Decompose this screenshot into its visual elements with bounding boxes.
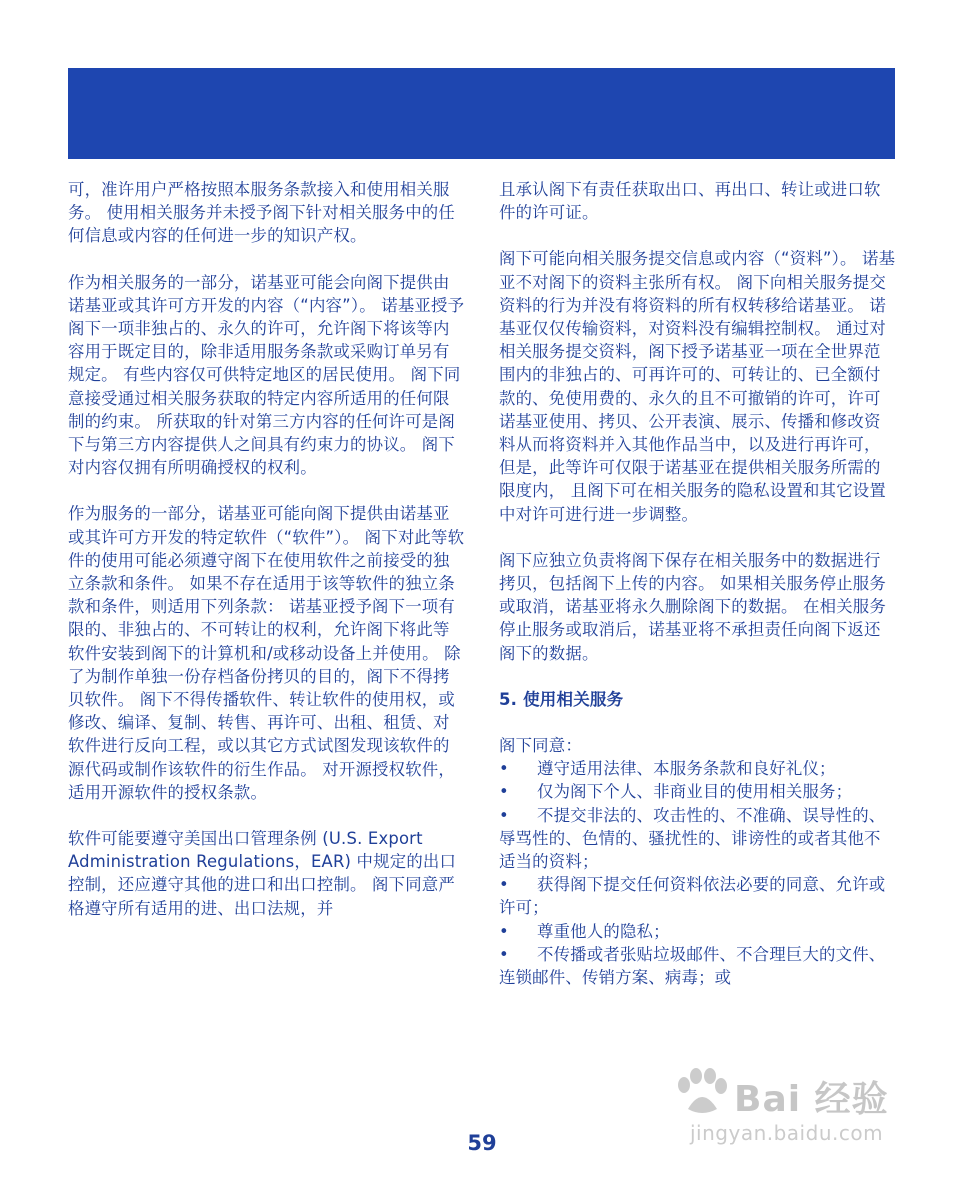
bullet-icon: • <box>499 875 509 895</box>
list-item-text: 遵守适用法律、本服务条款和良好礼仪； <box>537 759 836 779</box>
list-item <box>499 804 897 874</box>
bullet-icon: • <box>499 759 509 779</box>
list-item-text: 仅为阁下个人、非商业目的使用相关服务； <box>537 782 853 802</box>
bullet-icon: • <box>499 921 509 941</box>
paragraph: 且承认阁下有责任获取出口、再出口、转让或进口软件的许可证。 <box>499 180 881 223</box>
list-item-text: 尊重他人的隐私； <box>537 921 670 941</box>
paragraph: 可，准许用户严格按照本服务条款接入和使用相关服务。 使用相关服务并未授予阁下针对相关服务中的任何信息或内容的任何进一步的知识产权。 <box>68 180 455 246</box>
bullet-icon: • <box>499 944 509 964</box>
paragraph: 作为相关服务的一部分，诺基亚可能会向阁下提供由诺基亚或其许可方开发的内容（“内容”）。 诺基亚授予阁下一项非独占的、永久的许可，允许阁下将该等内容用于既定目的，除非适用服务条款或采购订单另有规定。 有些内容仅可供特定地区的居民使用。 阁下同意接受通过相关服务获取的特定内容所适用的任何限制的约束。 所获取的针对第三方内容的任何许可是阁下与第三方内容提供人之间具有约束力的协议。 阁下对内容仅拥有所明确授权的权利。 <box>68 272 465 478</box>
list-item-text: 不传播或者张贴垃圾邮件、不合理巨大的文件、连锁邮件、传销方案、病毒；或 <box>499 944 886 988</box>
paragraph: 阁下可能向相关服务提交信息或内容（“资料”）。 诺基亚不对阁下的资料主张所有权。 阁下向相关服务提交资料的行为并没有将资料的所有权转移给诺基亚。 诺基亚仅仅传输资料，对资料没有编辑控制权。 通过对相关服务提交资料，阁下授予诺基亚一项在全世界范围内的非独占的、可再许可的、可转让的、已全额付款的、免使用费的、永久的且不可撤销的许可，许可诺基亚使用、拷贝、公开表演、展示、传播和修改资料从而将资料并入其他作品当中，以及进行再许可，但是，此等许可仅限于诺基亚在提供相关服务所需的限度内， 且阁下可在相关服务的隐私设置和其它设置中对许可进行进一步调整。 <box>499 249 896 524</box>
watermark-url: jingyan.baidu.com <box>690 1121 884 1145</box>
section-heading: 5. 使用相关服务 <box>499 689 624 709</box>
header-banner <box>68 68 895 159</box>
list-intro: 阁下同意： <box>499 736 582 756</box>
paragraph: 阁下应独立负责将阁下保存在相关服务中的数据进行拷贝，包括阁下上传的内容。 如果相关服务停止服务或取消，诺基亚将永久删除阁下的数据。 在相关服务停止服务或取消后，诺基亚将不承担责任向阁下返还阁下的数据。 <box>499 550 886 663</box>
paragraph: 作为服务的一部分，诺基亚可能向阁下提供由诺基亚或其许可方开发的特定软件（“软件”）。 阁下对此等软件的使用可能必须遵守阁下在使用软件之前接受的独立条款和条件。 如果不存在适用于该等软件的独立条款和条件，则适用下列条款： 诺基亚授予阁下一项有限的、非独占的、不可转让的权利，允许阁下将此等软件安装到阁下的计算机和/或移动设备上并使用。 除了为制作单独一份存档备份拷贝的目的，阁下不得拷贝软件。 阁下不得传播软件、转让软件的使用权，或修改、编译、复制、转售、再许可、出租、租赁、对软件进行反向工程，或以其它方式试图发现该软件的源代码或制作该软件的衍生作品。 对开源授权软件，适用开源软件的授权条款。 <box>68 504 465 802</box>
left-column <box>68 178 466 943</box>
right-column <box>499 178 897 989</box>
bullet-list <box>499 757 897 989</box>
paw-icon <box>672 1067 732 1119</box>
list-item <box>499 873 897 919</box>
list-item <box>499 780 897 803</box>
watermark <box>672 1065 912 1155</box>
paragraph: 软件可能要遵守美国出口管理条例 (U.S. Export Administration Regulations，EAR) 中规定的出口控制，还应遵守其他的进口和出口控制。 阁下同意严格遵守所有适用的进、出口法规，并 <box>68 829 457 918</box>
list-item <box>499 757 897 780</box>
watermark-brand: Bai 经验 <box>734 1079 889 1120</box>
page-number: 59 <box>467 1131 497 1155</box>
list-item <box>499 920 897 943</box>
bullet-icon: • <box>499 805 509 825</box>
list-item <box>499 943 897 989</box>
bullet-icon: • <box>499 782 509 802</box>
list-item-text: 获得阁下提交任何资料依法必要的同意、允许或许可； <box>499 875 886 918</box>
list-item-text: 不提交非法的、攻击性的、不准确、误导性的、辱骂性的、色情的、骚扰性的、诽谤性的或者其他不适当的资料； <box>499 805 886 872</box>
